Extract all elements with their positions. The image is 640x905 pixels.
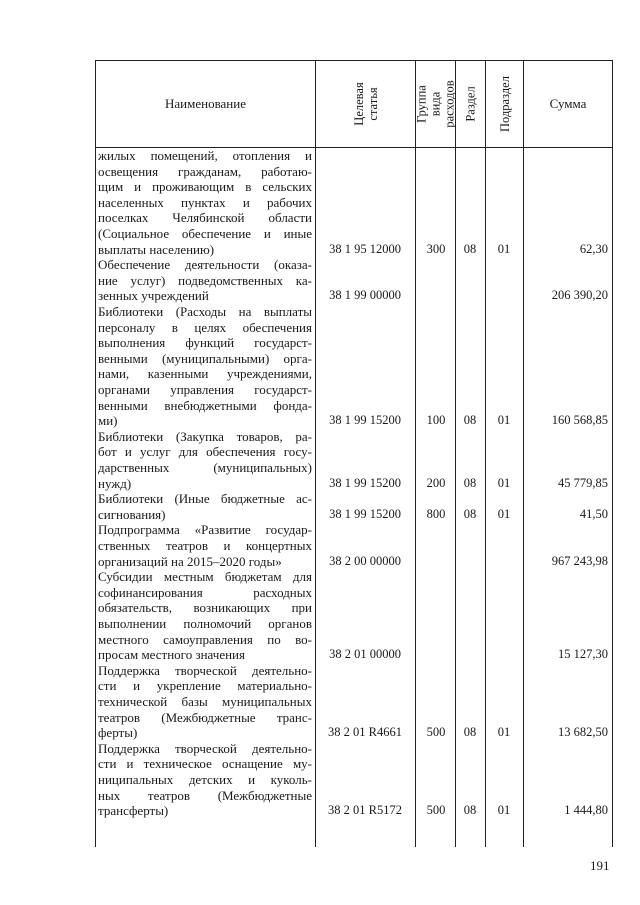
row-group: 300: [426, 241, 446, 256]
row-name-line: Обеспечение деятельности (оказа-: [98, 257, 312, 273]
page-number: 191: [590, 858, 610, 873]
row-name-line: софинансирования расходных: [98, 584, 312, 600]
row-code: 38 1 99 00000: [329, 288, 401, 303]
row-code: 38 2 01 R4661: [328, 725, 402, 740]
table-row: [0, 148, 640, 257]
header-group: [416, 61, 455, 147]
row-name-line: организаций на 2015–2020 годы»: [98, 553, 282, 569]
row-section: 08: [463, 506, 477, 521]
row-subsection: 01: [497, 803, 511, 818]
row-name-line: местного самоуправления по во-: [98, 631, 312, 647]
row-subsection: 01: [497, 475, 511, 490]
header-section-label: Раздел: [463, 86, 478, 122]
row-name-line: театров (Межбюджетные транс-: [98, 709, 312, 725]
row-group: 500: [426, 725, 446, 740]
header-name: [96, 61, 315, 147]
table-row: [0, 522, 640, 569]
table-row: [0, 663, 640, 741]
row-code: 38 1 95 12000: [329, 241, 401, 256]
row-name-line: обязательств, возникающих при: [98, 600, 312, 616]
row-name-line: ми): [98, 413, 118, 429]
row-code: 38 1 99 15200: [329, 413, 401, 428]
row-section: 08: [463, 475, 477, 490]
table-row: [0, 741, 640, 819]
row-sum: 62,30: [579, 241, 608, 256]
row-name-line: ферты): [98, 725, 138, 741]
row-name-line: ниципальных детских и куколь-: [98, 771, 312, 787]
row-code: 38 2 00 00000: [329, 553, 401, 568]
row-name-line: сти и укрепление материально-: [98, 678, 312, 694]
row-name-line: нужд): [98, 475, 132, 491]
table-row: [0, 491, 640, 522]
row-name: [98, 569, 312, 663]
row-name-line: ных театров (Межбюджетные: [98, 787, 312, 803]
row-name-line: венными внебюджетными фонда-: [98, 397, 312, 413]
header-group-label: Группа вида расходов: [414, 80, 457, 128]
row-sum: 15 127,30: [558, 647, 608, 662]
row-name-line: Библиотеки (Расходы на выплаты: [98, 304, 312, 319]
row-name-line: выполнения функций государст-: [98, 335, 312, 351]
table-row: [0, 429, 640, 491]
row-name: [98, 741, 312, 819]
row-group: 800: [426, 506, 446, 521]
row-name-line: Подпрограмма «Развитие государ-: [98, 522, 312, 538]
row-group: 100: [426, 413, 446, 428]
row-subsection: 01: [497, 241, 511, 256]
row-sum: 967 243,98: [551, 553, 608, 568]
row-name-line: Поддержка творческой деятельно-: [98, 740, 312, 756]
row-name-line: сти и техническое оснащение му-: [98, 756, 312, 772]
row-group: 500: [426, 803, 446, 818]
row-name-line: просам местного значения: [98, 647, 245, 663]
row-subsection: 01: [497, 725, 511, 740]
row-name-line: щим и проживающим в сельских: [98, 179, 312, 195]
row-sum: 45 779,85: [558, 475, 608, 490]
row-name: [98, 491, 312, 522]
row-sum: 41,50: [579, 506, 608, 521]
row-code: 38 2 01 R5172: [328, 803, 402, 818]
row-name: [98, 148, 312, 257]
row-name-line: ственных театров и концертных: [98, 537, 312, 553]
header-sum-label: Сумма: [549, 96, 587, 111]
row-sum: 1 444,80: [564, 803, 608, 818]
header-code: [316, 61, 415, 147]
row-name-line: Поддержка творческой деятельно-: [98, 662, 312, 678]
row-name: [98, 257, 312, 304]
row-code: 38 2 01 00000: [329, 647, 401, 662]
header-subsection-label: Подраздел: [497, 76, 512, 132]
header-name-label: Наименование: [165, 96, 246, 111]
row-name-line: зенных учреждений: [98, 288, 209, 304]
row-name-line: освещения гражданам, работаю-: [98, 163, 312, 179]
row-name-line: выплаты населению): [98, 241, 215, 257]
row-group: 200: [426, 475, 446, 490]
row-name-line: поселках Челябинской области: [98, 210, 312, 226]
row-name-line: органами управления государст-: [98, 381, 312, 397]
row-name-line: нами, казенными учреждениями,: [98, 366, 312, 382]
row-name: [98, 429, 312, 491]
table-row: [0, 257, 640, 304]
row-name-line: выполнении полномочий органов: [98, 615, 312, 631]
row-name-line: трансферты): [98, 803, 169, 819]
row-name-line: ние услуг) подведомственных ка-: [98, 272, 312, 288]
row-name-line: венными (муниципальными) орга-: [98, 350, 312, 366]
row-sum: 206 390,20: [551, 288, 608, 303]
header-subsection: [486, 61, 523, 147]
row-name-line: технической базы муниципальных: [98, 693, 312, 709]
header-sum: [524, 61, 612, 147]
row-name-line: персоналу в целях обеспечения: [98, 319, 312, 335]
table-row: [0, 569, 640, 663]
row-sum: 13 682,50: [558, 725, 608, 740]
row-subsection: 01: [497, 506, 511, 521]
row-name-line: Библиотеки (Закупка товаров, ра-: [98, 428, 312, 444]
row-name-line: (Социальное обеспечение и иные: [98, 225, 312, 241]
row-name-line: Библиотеки (Иные бюджетные ас-: [98, 491, 312, 507]
table-row: [0, 304, 640, 429]
row-section: 08: [463, 413, 477, 428]
row-name-line: жилых помещений, отопления и: [98, 148, 312, 163]
row-section: 08: [463, 725, 477, 740]
row-name: [98, 663, 312, 741]
header-code-label: Целевая статья: [351, 82, 380, 126]
header-section: [456, 61, 485, 147]
row-sum: 160 568,85: [551, 413, 608, 428]
row-name-line: дарственных (муниципальных): [98, 459, 312, 475]
row-name: [98, 304, 312, 429]
row-code: 38 1 99 15200: [329, 506, 401, 521]
row-name-line: бот и услуг для обеспечения госу-: [98, 444, 312, 460]
row-name-line: Субсидии местным бюджетам для: [98, 569, 312, 585]
row-section: 08: [463, 803, 477, 818]
row-name: [98, 522, 312, 569]
row-subsection: 01: [497, 413, 511, 428]
row-section: 08: [463, 241, 477, 256]
row-code: 38 1 99 15200: [329, 475, 401, 490]
row-name-line: населенных пунктах и рабочих: [98, 194, 312, 210]
row-name-line: сигнования): [98, 506, 166, 522]
